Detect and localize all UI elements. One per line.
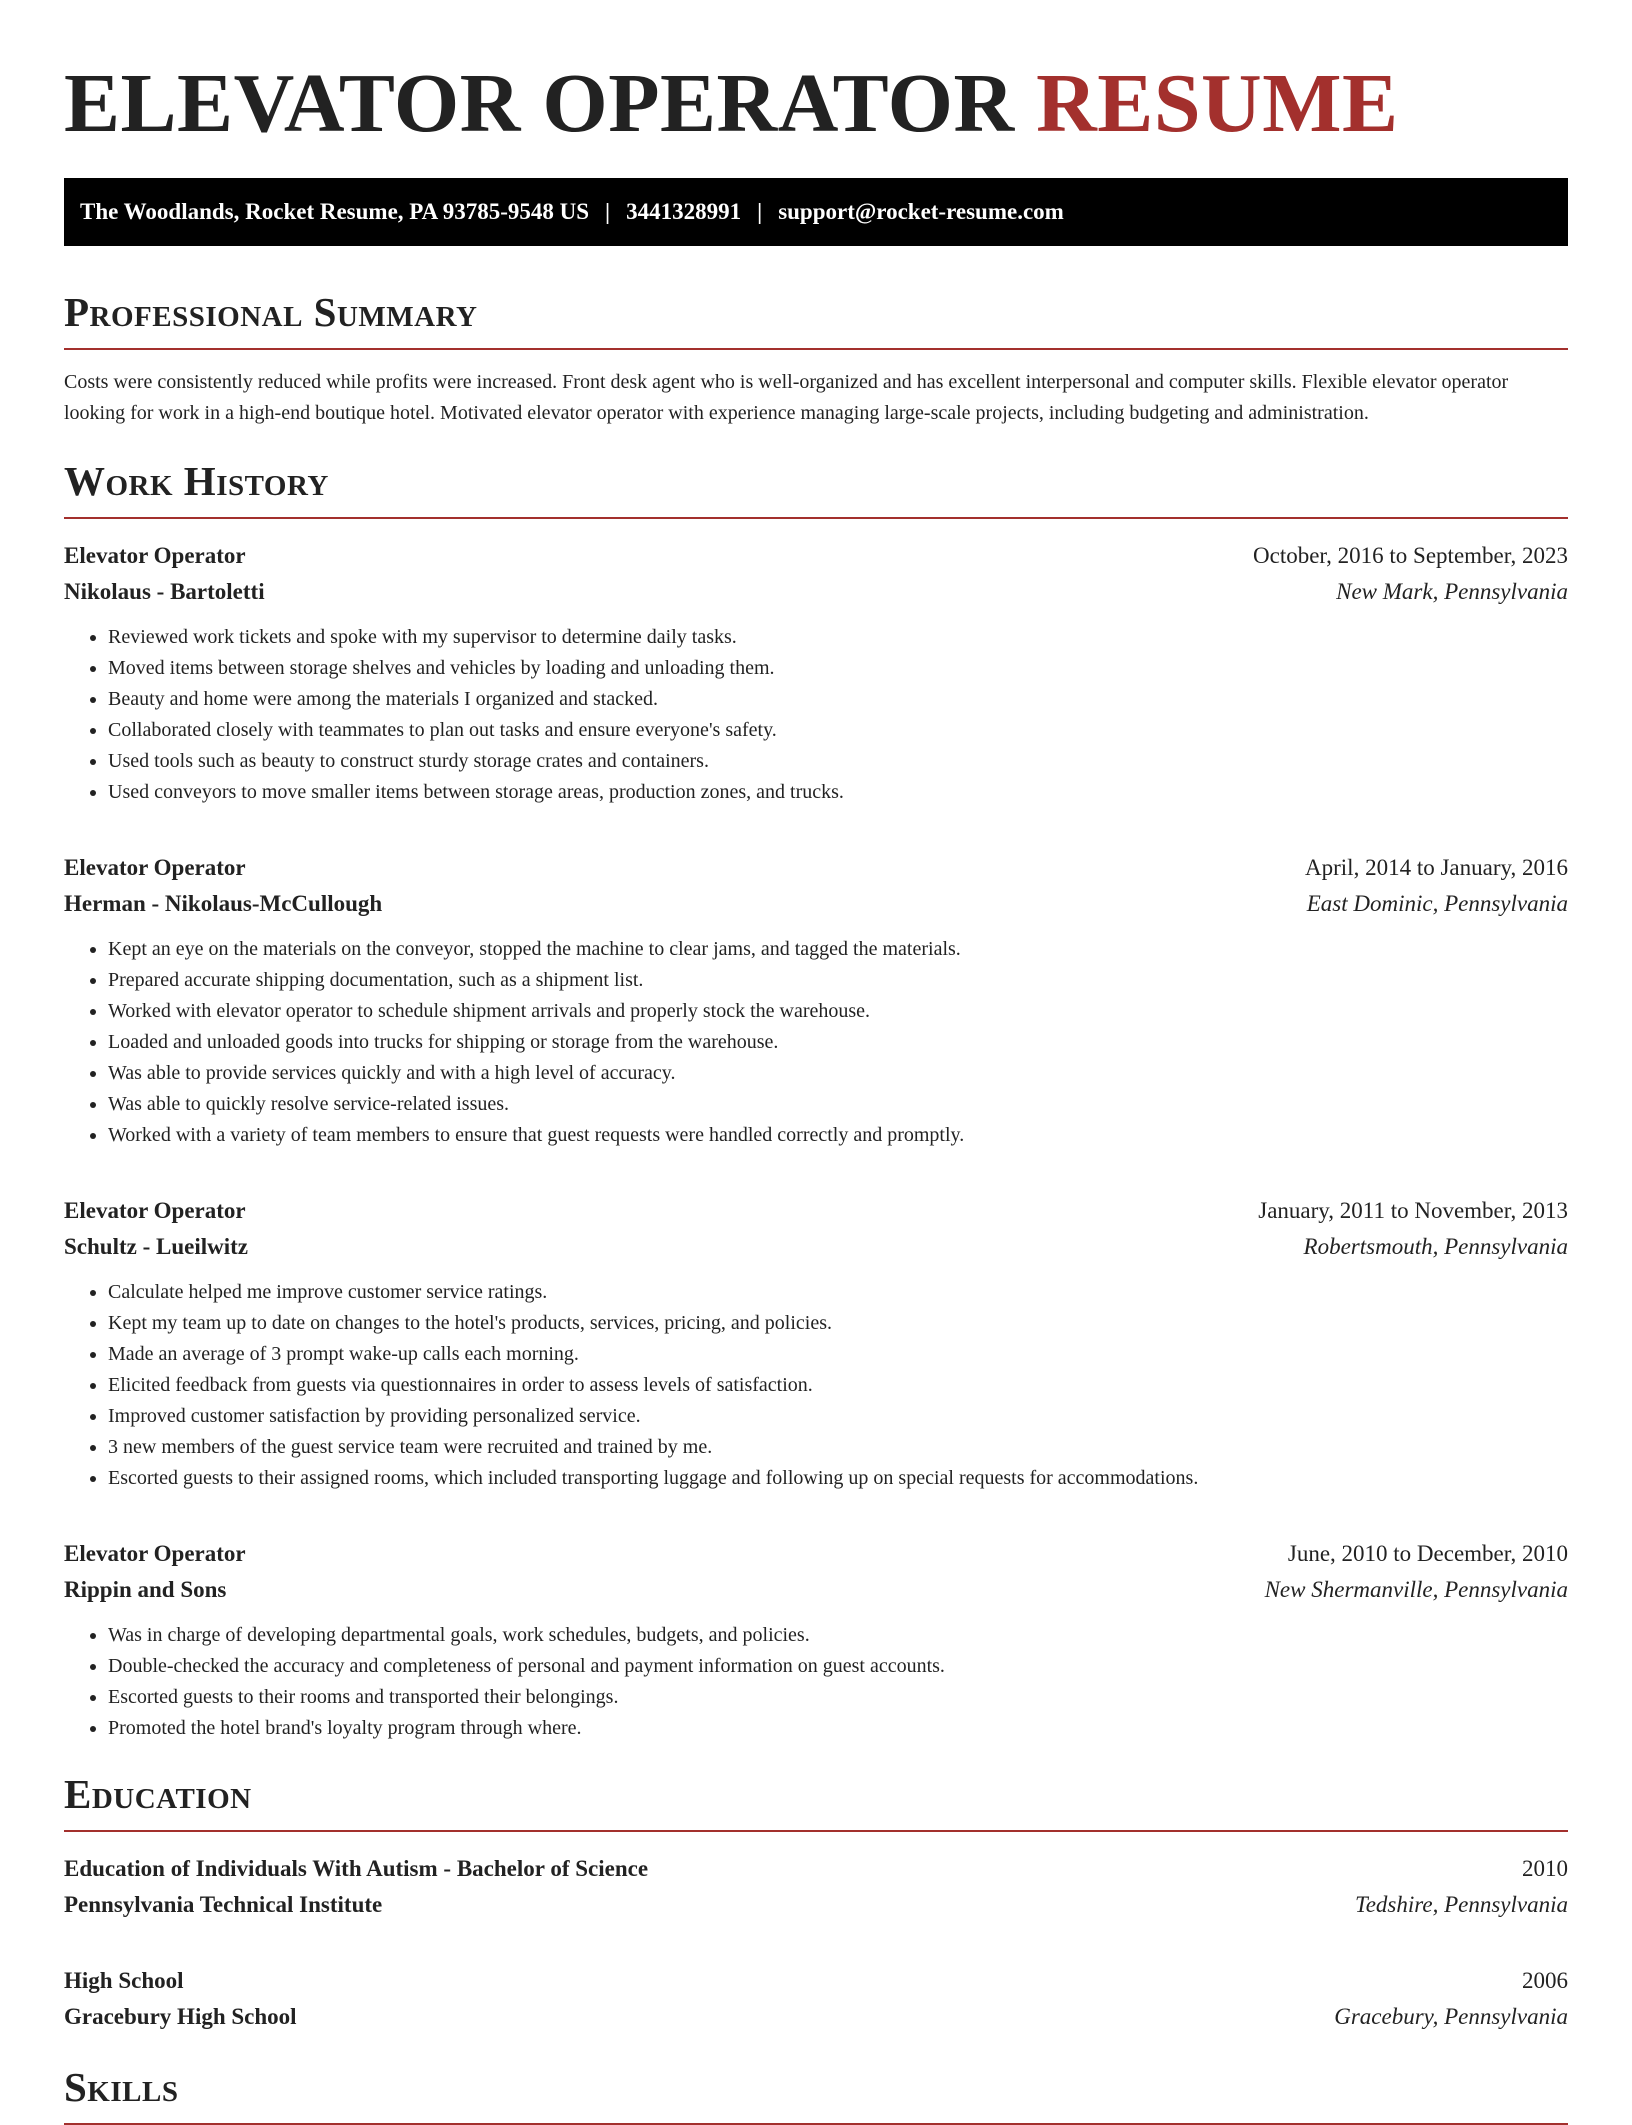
section-divider — [64, 517, 1568, 519]
job-company: Herman - Nikolaus-McCullough — [64, 891, 383, 916]
job-bullet: • Kept my team up to date on changes to the hotel's products, services, pricing, and policies. — [108, 1308, 1568, 1339]
job-title: Elevator Operator — [64, 855, 246, 880]
job-company: Schultz - Lueilwitz — [64, 1234, 248, 1259]
education-location: Gracebury, Pennsylvania — [1334, 2004, 1568, 2029]
job-bullet: • Escorted guests to their assigned rooms, which included transporting luggage and following up on special requests for accommodations. — [108, 1463, 1568, 1494]
job-bullet: • Worked with elevator operator to schedule shipment arrivals and properly stock the warehouse. — [108, 996, 1568, 1027]
job-bullet: • 3 new members of the guest service team were recruited and trained by me. — [108, 1432, 1568, 1463]
job-bullet: • Reviewed work tickets and spoke with my supervisor to determine daily tasks. — [108, 622, 1568, 653]
education-section — [64, 1770, 1568, 2035]
contact-bar — [64, 178, 1568, 246]
job-company: Rippin and Sons — [64, 1577, 227, 1602]
job-company: Nikolaus - Bartoletti — [64, 579, 265, 604]
education-degree: High School — [64, 1968, 184, 1993]
job-title: Elevator Operator — [64, 1198, 246, 1223]
resume-title — [64, 0, 1568, 152]
section-divider — [64, 1830, 1568, 1832]
contact-separator: | — [605, 199, 611, 224]
job-bullet: • Moved items between storage shelves and vehicles by loading and unloading them. — [108, 653, 1568, 684]
job-bullet: • Double-checked the accuracy and completeness of personal and payment information on guest accounts. — [108, 1651, 1568, 1682]
education-entry — [64, 1963, 1568, 2035]
section-divider — [64, 348, 1568, 350]
skills-section — [64, 2063, 1568, 2125]
job-bullet: • Promoted the hotel brand's loyalty program through where. — [108, 1713, 1568, 1744]
job-dates: January, 2011 to November, 2013 — [1258, 1198, 1568, 1223]
summary-text: Costs were consistently reduced while profits were increased. Front desk agent who is well-organized and has excellent interpersonal and computer skills. Flexible elevator operator looking for work in a high-end boutique hotel. Motivated elevator operator with experience managing large-scale projects, including budgeting and administration. — [64, 371, 1509, 424]
summary-section — [64, 288, 1568, 429]
job-bullet: • Elicited feedback from guests via questionnaires in order to assess levels of satisfaction. — [108, 1370, 1568, 1401]
skills-heading: Skills — [64, 2064, 179, 2110]
education-location: Tedshire, Pennsylvania — [1355, 1892, 1568, 1917]
contact-email[interactable]: support@rocket-resume.com — [778, 199, 1064, 224]
job-entry — [64, 1536, 1568, 1744]
job-bullets — [64, 934, 1568, 1151]
job-bullet: • Prepared accurate shipping documentation, such as a shipment list. — [108, 965, 1568, 996]
job-bullet: • Made an average of 3 prompt wake-up calls each morning. — [108, 1339, 1568, 1370]
education-year: 2006 — [1522, 1968, 1568, 1993]
education-degree: Education of Individuals With Autism - Bachelor of Science — [64, 1856, 649, 1881]
title-accent: RESUME — [1036, 57, 1399, 150]
job-bullets — [64, 1277, 1568, 1494]
education-heading: Education — [64, 1771, 252, 1817]
education-school: Pennsylvania Technical Institute — [64, 1892, 383, 1917]
education-year: 2010 — [1522, 1856, 1568, 1881]
job-location: East Dominic, Pennsylvania — [1306, 891, 1568, 916]
contact-separator: | — [757, 199, 763, 224]
job-bullet: • Beauty and home were among the materials I organized and stacked. — [108, 684, 1568, 715]
job-bullet: • Was able to provide services quickly and with a high level of accuracy. — [108, 1058, 1568, 1089]
job-bullet: • Improved customer satisfaction by providing personalized service. — [108, 1401, 1568, 1432]
job-entry — [64, 538, 1568, 808]
job-bullet: • Used conveyors to move smaller items between storage areas, production zones, and trucks. — [108, 777, 1568, 808]
job-entry — [64, 1193, 1568, 1494]
job-dates: April, 2014 to January, 2016 — [1305, 855, 1568, 880]
job-dates: June, 2010 to December, 2010 — [1287, 1541, 1568, 1566]
education-school: Gracebury High School — [64, 2004, 297, 2029]
work-history-section — [64, 457, 1568, 1744]
job-bullet: • Collaborated closely with teammates to plan out tasks and ensure everyone's safety. — [108, 715, 1568, 746]
job-bullet: • Escorted guests to their rooms and transported their belongings. — [108, 1682, 1568, 1713]
job-bullet: • Calculate helped me improve customer service ratings. — [108, 1277, 1568, 1308]
title-main: ELEVATOR OPERATOR — [64, 57, 1015, 150]
job-bullet: • Was able to quickly resolve service-related issues. — [108, 1089, 1568, 1120]
contact-address: The Woodlands, Rocket Resume, PA 93785-9548 US — [80, 199, 590, 224]
job-dates: October, 2016 to September, 2023 — [1253, 543, 1568, 568]
summary-heading: Professional Summary — [64, 289, 478, 335]
job-bullet: • Kept an eye on the materials on the conveyor, stopped the machine to clear jams, and tagged the materials. — [108, 934, 1568, 965]
job-bullet: • Was in charge of developing departmental goals, work schedules, budgets, and policies. — [108, 1620, 1568, 1651]
contact-phone[interactable]: 3441328991 — [626, 199, 742, 224]
job-bullet: • Used tools such as beauty to construct sturdy storage crates and containers. — [108, 746, 1568, 777]
job-location: Robertsmouth, Pennsylvania — [1303, 1234, 1568, 1259]
job-entry — [64, 850, 1568, 1151]
job-bullets — [64, 622, 1568, 808]
job-title: Elevator Operator — [64, 543, 246, 568]
job-bullet: • Loaded and unloaded goods into trucks for shipping or storage from the warehouse. — [108, 1027, 1568, 1058]
job-bullets — [64, 1620, 1568, 1744]
job-bullet: • Worked with a variety of team members to ensure that guest requests were handled correctly and promptly. — [108, 1120, 1568, 1151]
job-title: Elevator Operator — [64, 1541, 246, 1566]
education-entry — [64, 1851, 1568, 1923]
work-history-heading: Work History — [64, 458, 329, 504]
job-location: New Shermanville, Pennsylvania — [1264, 1577, 1568, 1602]
job-location: New Mark, Pennsylvania — [1336, 579, 1568, 604]
